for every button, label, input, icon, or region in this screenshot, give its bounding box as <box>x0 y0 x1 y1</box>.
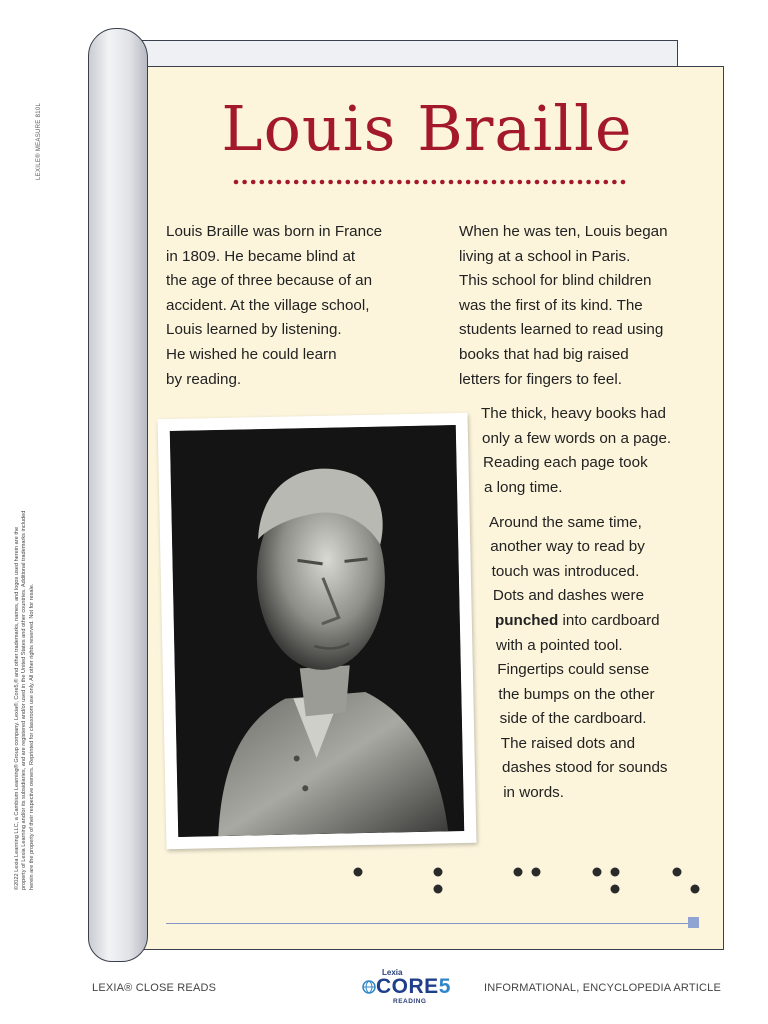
logo-brand: Lexia <box>382 968 403 977</box>
text-line: students learned to read using <box>459 321 664 339</box>
text-line: touch was introduced. <box>491 562 640 580</box>
text-line: When he was ten, Louis began <box>459 223 668 240</box>
lexile-measure: LEXILE® MEASURE 810L <box>36 102 42 180</box>
text-line: living at a school in Paris. <box>459 247 631 265</box>
footer-genre: INFORMATIONAL, ENCYCLOPEDIA ARTICLE <box>484 982 722 994</box>
braille-dots <box>340 862 710 902</box>
text-line: another way to read by <box>490 538 645 556</box>
portrait-photo <box>158 413 477 849</box>
bottom-rule <box>166 923 692 924</box>
text-line: books that had big raised <box>459 345 629 363</box>
text-line: only a few words on a page. <box>482 429 672 447</box>
text-line: Around the same time, <box>489 513 642 531</box>
text-line: the age of three because of an <box>166 272 373 290</box>
text-line: a long time. <box>484 478 563 496</box>
text-line: The raised dots and <box>500 734 636 752</box>
text-line: dashes stood for sounds <box>502 759 668 777</box>
text-line: He wished he could learn <box>166 345 337 363</box>
logo-wordmark: CORE5 <box>376 975 451 998</box>
text-line: Louis learned by listening. <box>166 321 342 339</box>
page-title: Louis Braille <box>221 92 633 165</box>
school-paragraph <box>459 220 699 806</box>
text-line: in 1809. He became blind at <box>166 247 356 265</box>
text-line: by reading. <box>166 370 242 388</box>
text-line: the bumps on the other <box>498 685 655 703</box>
logo-subtitle: READING <box>393 998 427 1005</box>
text-line: punched into cardboard <box>495 611 660 629</box>
text-line: The thick, heavy books had <box>481 405 666 423</box>
vocab-word: punched <box>495 611 559 629</box>
text-line: This school for blind children <box>459 272 652 290</box>
bust-image <box>170 425 464 837</box>
bottom-square-marker <box>688 917 699 928</box>
dotted-divider <box>232 177 634 187</box>
text-line: letters for fingers to feel. <box>459 370 622 388</box>
intro-paragraph <box>166 220 416 392</box>
text-line: side of the cardboard. <box>499 710 647 728</box>
text-line: Reading each page took <box>483 454 648 472</box>
book-spine <box>88 28 148 962</box>
copyright-notice: ©2022 Lexia Learning LLC, a Cambium Learning® Group company. Lexia®, Core5,® and other trademarks, names, and logos used herein are the property of Lexia Learning and/or its subsidiaries, and are registered and/or used in the United States and other countries. Additional trademarks included herein are the property of their respective owners. Reprinted for classroom use only. All other rights reserved. Not for resale. <box>14 510 35 890</box>
text-line: Fingertips could sense <box>497 661 650 679</box>
text-line: in words. <box>503 784 564 802</box>
footer-series: LEXIA® CLOSE READS <box>92 982 217 994</box>
text-line: Louis Braille was born in France <box>166 223 383 240</box>
globe-icon <box>362 980 376 994</box>
text-line: Dots and dashes were <box>492 587 645 605</box>
core5-logo <box>360 968 460 1008</box>
text-line: accident. At the village school, <box>166 296 370 314</box>
text-line: was the first of its kind. The <box>459 296 643 314</box>
text-line: with a pointed tool. <box>496 636 623 654</box>
